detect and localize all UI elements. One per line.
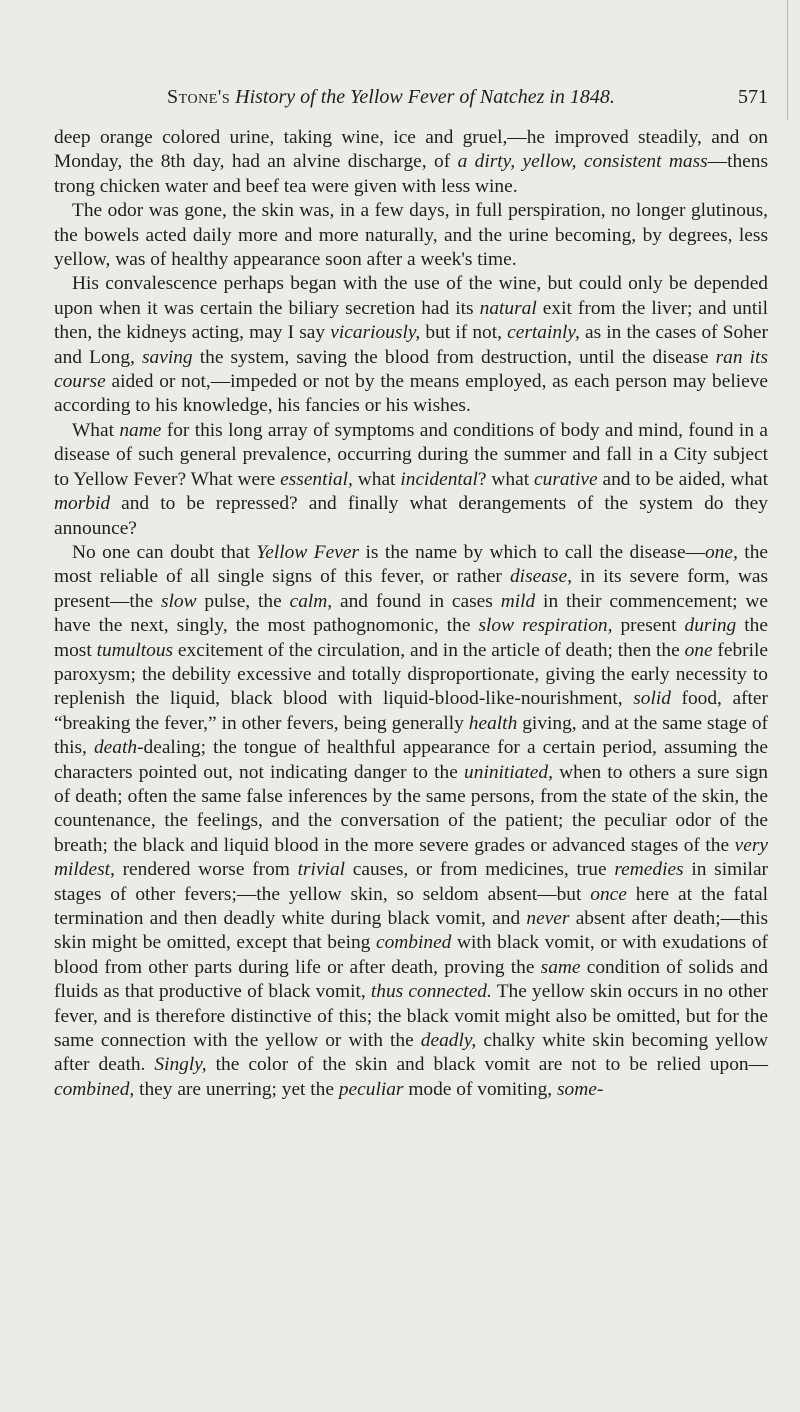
italic-text: health [468, 712, 518, 734]
text-run: The yellow skin occurs in no other fever, and is therefore distinctive of this; the black vomit might also be omitted, but for the same connection with the yellow or with the [54, 981, 768, 1052]
text-run: in its severe form, was present—the [54, 566, 768, 612]
text-run: febrile paroxysm; the debility excessive and totally disproportionate, giving the early necessity to replenish the liquid, black blood with liquid-blood-like-nourishment, [54, 639, 769, 710]
text-run: chalky white skin becoming yellow after death. [54, 1030, 768, 1076]
text-run: deep orange colored urine, taking wine, ice and gruel,—he improved steadily, and on Monday, the 8th day, had an alvine discharge, of [54, 127, 768, 173]
text-run: exit from the liver; and until then, the kidneys acting, may I say [54, 297, 768, 344]
italic-text: morbid [54, 493, 111, 515]
italic-text: same [540, 956, 581, 978]
running-head-author: Stone's [167, 86, 231, 108]
italic-text: remedies [614, 859, 684, 881]
text-run: the most reliable of all single signs of this fever, or rather [54, 541, 768, 588]
text-run: but if not, [420, 322, 508, 344]
italic-text: tumultous [96, 639, 174, 661]
italic-text: deadly, [420, 1030, 477, 1052]
text-run: mode of vomiting, [403, 1078, 557, 1100]
text-run: in similar stages of other fevers;—the yellow skin, so seldom absent—but [54, 859, 769, 905]
text-run: What [72, 419, 120, 441]
text-run: the most [54, 615, 768, 661]
text-run: The odor was gone, the skin was, in a few days, in full perspiration, no longer glutinous, the bowels acted daily more and more naturally, and the urine becoming, by degrees, less yellow, was of healthy appearance soon after a week's time. [54, 200, 768, 271]
italic-text: Singly, [154, 1054, 207, 1076]
paragraph [54, 126, 768, 199]
italic-text: slow respiration, [478, 615, 613, 637]
italic-text: incidental [400, 468, 478, 490]
body-text [54, 126, 768, 1102]
text-run: when to others a sure sign of death; often the same false inferences by the same persons, from the state of the skin, the countenance, the feelings, and the conversation of the patient; the peculiar odor of the breath; the black and liquid blood in the more severe grades or advanced stages of the [54, 761, 768, 856]
italic-text: ran its course [54, 346, 768, 393]
italic-text: thus connected. [370, 981, 492, 1003]
text-run: condition of solids and fluids as that productive of black vomit, [54, 956, 768, 1003]
text-run: as in the cases of Soher and Long, [54, 322, 768, 368]
text-run: the color of the skin and black vomit are not to be relied upon— [206, 1054, 768, 1076]
italic-text: certainly, [507, 322, 580, 344]
italic-text: curative [534, 468, 598, 490]
italic-text: one [684, 639, 713, 661]
text-run: -dealing; the tongue of healthful appearance for a certain period, assuming the characters pointed out, not indicating danger to the [54, 737, 768, 783]
text-run: food, after “breaking the fever,” in other fevers, being generally [54, 688, 768, 734]
italic-text: trivial [297, 859, 346, 881]
italic-text: solid [633, 688, 671, 710]
italic-text: natural [479, 297, 537, 319]
text-run: and to be aided, what [597, 468, 769, 490]
text-run: what [352, 468, 401, 490]
italic-text: never [526, 908, 570, 929]
italic-text: calm, [289, 590, 333, 612]
italic-text: during [684, 615, 737, 637]
text-run: ? what [477, 468, 535, 490]
running-head-title [54, 86, 728, 109]
italic-text: mild [500, 590, 536, 612]
text-run: here at the fatal termination and then deadly white during black vomit, and [54, 883, 768, 929]
text-run: excitement of the circulation, and in the article of death; then the [173, 639, 685, 661]
text-run: giving, and at the same stage of this, [54, 712, 769, 759]
text-run: absent after death;—this skin might be omitted, except that being [54, 908, 769, 954]
text-run: is the name by which to call the disease— [359, 541, 705, 563]
text-run: rendered worse from [114, 859, 298, 881]
italic-text: peculiar [338, 1078, 404, 1100]
italic-text: combined [375, 932, 452, 954]
running-head-book-title: History of the Yellow Fever of Natchez in 1848. [235, 86, 615, 108]
italic-text: uninitiated, [464, 761, 553, 783]
italic-text: one, [704, 541, 738, 563]
italic-text: name [119, 419, 162, 441]
italic-text: slow [160, 590, 197, 612]
italic-text: Yellow Fever [256, 541, 360, 563]
text-run: aided or not,—impeded or not by the means employed, as each person may believe according to his knowledge, his fancies or his wishes. [54, 371, 768, 417]
text-run: causes, or from medicines, true [345, 859, 615, 881]
paragraph [54, 419, 768, 541]
text-run: pulse, the [196, 590, 290, 612]
text-run: for this long array of symptoms and conditions of body and mind, found in a disease of such general prevalence, occurring during the summer and fall in a City subject to Yellow Fever? What were [54, 419, 768, 490]
italic-text: essential, [280, 468, 353, 490]
text-run: and to be repressed? and finally what derangements of the system do they announce? [54, 493, 768, 539]
text-run: present [612, 615, 685, 637]
page-edge-line [787, 0, 800, 120]
italic-text: once [590, 883, 627, 905]
italic-text: death [93, 737, 138, 759]
text-run: in their commencement; we have the next, singly, the most pathognomonic, the [54, 590, 769, 637]
text-run: No one can doubt that [72, 541, 257, 563]
text-run: His convalescence perhaps began with the use of the wine, but could only be depended upon when it was certain the biliary secretion had its [54, 273, 768, 319]
paragraph [54, 199, 768, 272]
italic-text: combined, [54, 1078, 135, 1100]
paragraph [54, 272, 768, 418]
text-run: the system, saving the blood from destruction, until the disease [192, 346, 716, 368]
text-run: and found in cases [332, 590, 501, 612]
italic-text: very mildest, [54, 834, 768, 881]
page-number: 571 [738, 86, 768, 108]
italic-text: a dirty, yellow, consistent mass [457, 151, 708, 173]
italic-text: vicariously, [330, 322, 421, 344]
paragraph [54, 541, 768, 1102]
text-run: with black vomit, or with exudations of blood from other parts during life or after death, proving the [54, 932, 768, 978]
text-run: they are unerring; yet the [134, 1078, 339, 1100]
italic-text: disease, [509, 566, 572, 588]
text-run: —thens trong chicken water and beef tea were given with less wine. [54, 151, 768, 197]
italic-text: saving [142, 346, 193, 368]
running-head [54, 86, 768, 116]
italic-text: some- [556, 1078, 604, 1100]
